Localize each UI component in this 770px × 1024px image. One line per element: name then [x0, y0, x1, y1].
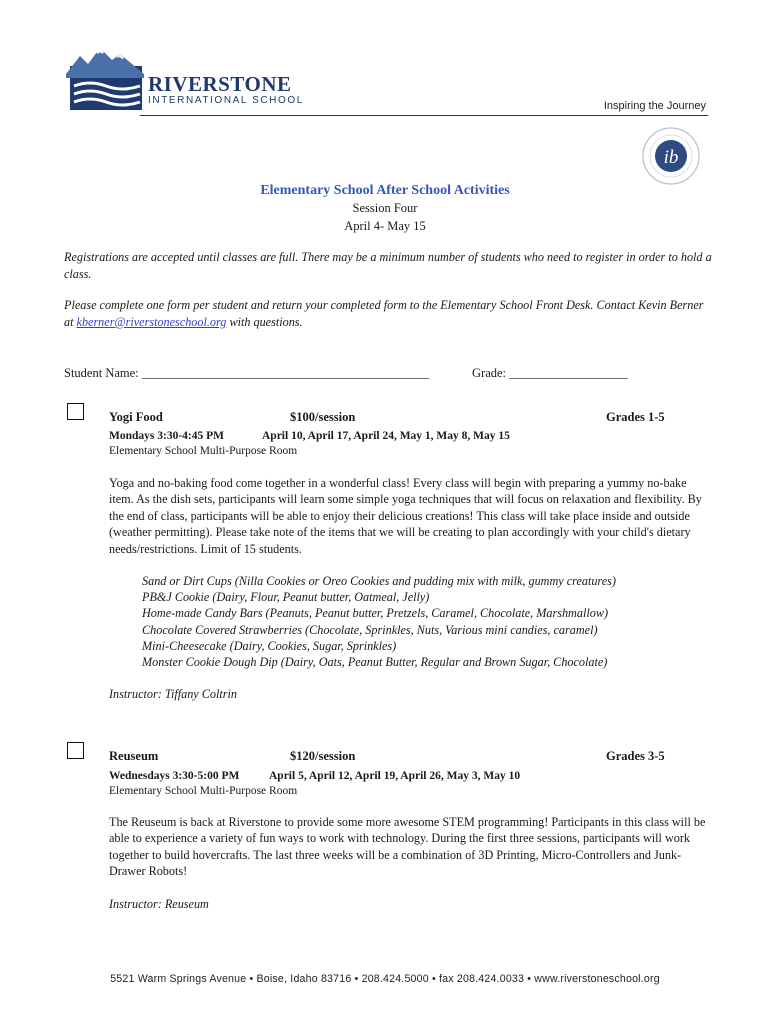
activity-price: $100/session — [290, 410, 356, 424]
list-item: Monster Cookie Dough Dip (Dairy, Oats, Peanut Butter, Regular and Brown Sugar, Chocolate) — [142, 655, 608, 670]
mountain-river-logo-icon — [66, 44, 144, 114]
tagline: Inspiring the Journey — [603, 100, 706, 112]
activity-schedule: Mondays 3:30-4:45 PM — [109, 430, 224, 442]
title-block — [0, 183, 770, 234]
list-item: Chocolate Covered Strawberries (Chocolate, Sprinkles, Nuts, Various mini candies, caramel) — [142, 622, 598, 637]
session-dates: April 4- May 15 — [344, 219, 426, 233]
activity-price: $120/session — [290, 749, 356, 763]
activity-name: Yogi Food — [109, 410, 163, 424]
activity-instructor: Instructor: Reuseum — [109, 897, 209, 911]
contact-note-tail: with questions. — [226, 315, 303, 329]
document-title: Elementary School After School Activities — [260, 183, 510, 198]
footer-address: 5521 Warm Springs Avenue • Boise, Idaho 83716 • 208.424.5000 • fax 208.424.0033 • www.riverstoneschool.org — [110, 973, 660, 985]
food-item-list — [142, 573, 702, 670]
activity-grades: Grades 1-5 — [606, 410, 665, 424]
activity-dates: April 10, April 17, April 24, May 1, May 8, May 15 — [262, 430, 510, 442]
school-logo — [66, 44, 306, 114]
logo-name: RIVERSTONE — [148, 72, 292, 96]
registration-note: Registrations are accepted until classes are full. There may be a minimum number of students who need to register in order to hold a class. — [64, 250, 712, 281]
activity-location: Elementary School Multi-Purpose Room — [109, 785, 298, 797]
contact-note — [64, 297, 714, 331]
contact-note-text: Please complete one form per student and return your completed form to the Elementary School Front Desk. Contact Kevin Berner at — [64, 298, 704, 329]
activity-checkbox-yogi-food[interactable] — [67, 403, 84, 420]
ib-seal-text: ib — [663, 147, 679, 168]
activity-description: Yoga and no-baking food come together in a wonderful class! Every class will begin with preparing a yummy no-bake item. As the dish sets, participants will learn some simple yoga techniques that will focus on relaxation and flexibility. By the end of class, participants will be able to enjoy their delicious creations! This class will take place inside and outside (weather permitting). Please take note of the items that we will be creating to plan accordingly with your child's dietary needs/restrictions. Limit of 15 students. — [109, 476, 702, 556]
student-name-field[interactable]: Student Name: ______________________________________________ — [64, 366, 430, 380]
list-item: Sand or Dirt Cups (Nilla Cookies or Oreo Cookies and pudding mix with milk, gummy creatures) — [142, 574, 616, 588]
activity-description: The Reuseum is back at Riverstone to provide some more awesome STEM programming! Participants in this class will be able to experience a variety of fun ways to work with technology. During the first three sessions, participants will work together to build hovercrafts. The last three weeks will be a combination of 3D Printing, Micro-Controllers and Junk-Drawer Robots! — [109, 815, 706, 879]
activity-instructor: Instructor: Tiffany Coltrin — [109, 687, 237, 701]
activity-grades: Grades 3-5 — [606, 749, 665, 763]
activity-schedule: Wednesdays 3:30-5:00 PM — [109, 770, 240, 782]
activity-dates: April 5, April 12, April 19, April 26, May 3, May 10 — [269, 770, 521, 782]
list-item: Home-made Candy Bars (Peanuts, Peanut butter, Pretzels, Caramel, Chocolate, Marshmallow) — [142, 606, 609, 621]
activity-name: Reuseum — [109, 749, 159, 763]
ib-world-school-seal-icon — [641, 126, 701, 186]
list-item: Mini-Cheesecake (Dairy, Cookies, Sugar, Sprinkles) — [142, 638, 397, 653]
activity-checkbox-reuseum[interactable] — [67, 742, 84, 759]
grade-field[interactable]: Grade: ___________________ — [472, 366, 628, 380]
logo-subtitle: INTERNATIONAL SCHOOL — [148, 95, 304, 106]
contact-email-link[interactable]: kberner@riverstoneschool.org — [76, 315, 227, 329]
header-divider — [140, 115, 708, 116]
activity-location: Elementary School Multi-Purpose Room — [109, 445, 298, 457]
session-label: Session Four — [352, 201, 418, 215]
list-item: PB&J Cookie (Dairy, Flour, Peanut butter, Oatmeal, Jelly) — [142, 590, 430, 605]
